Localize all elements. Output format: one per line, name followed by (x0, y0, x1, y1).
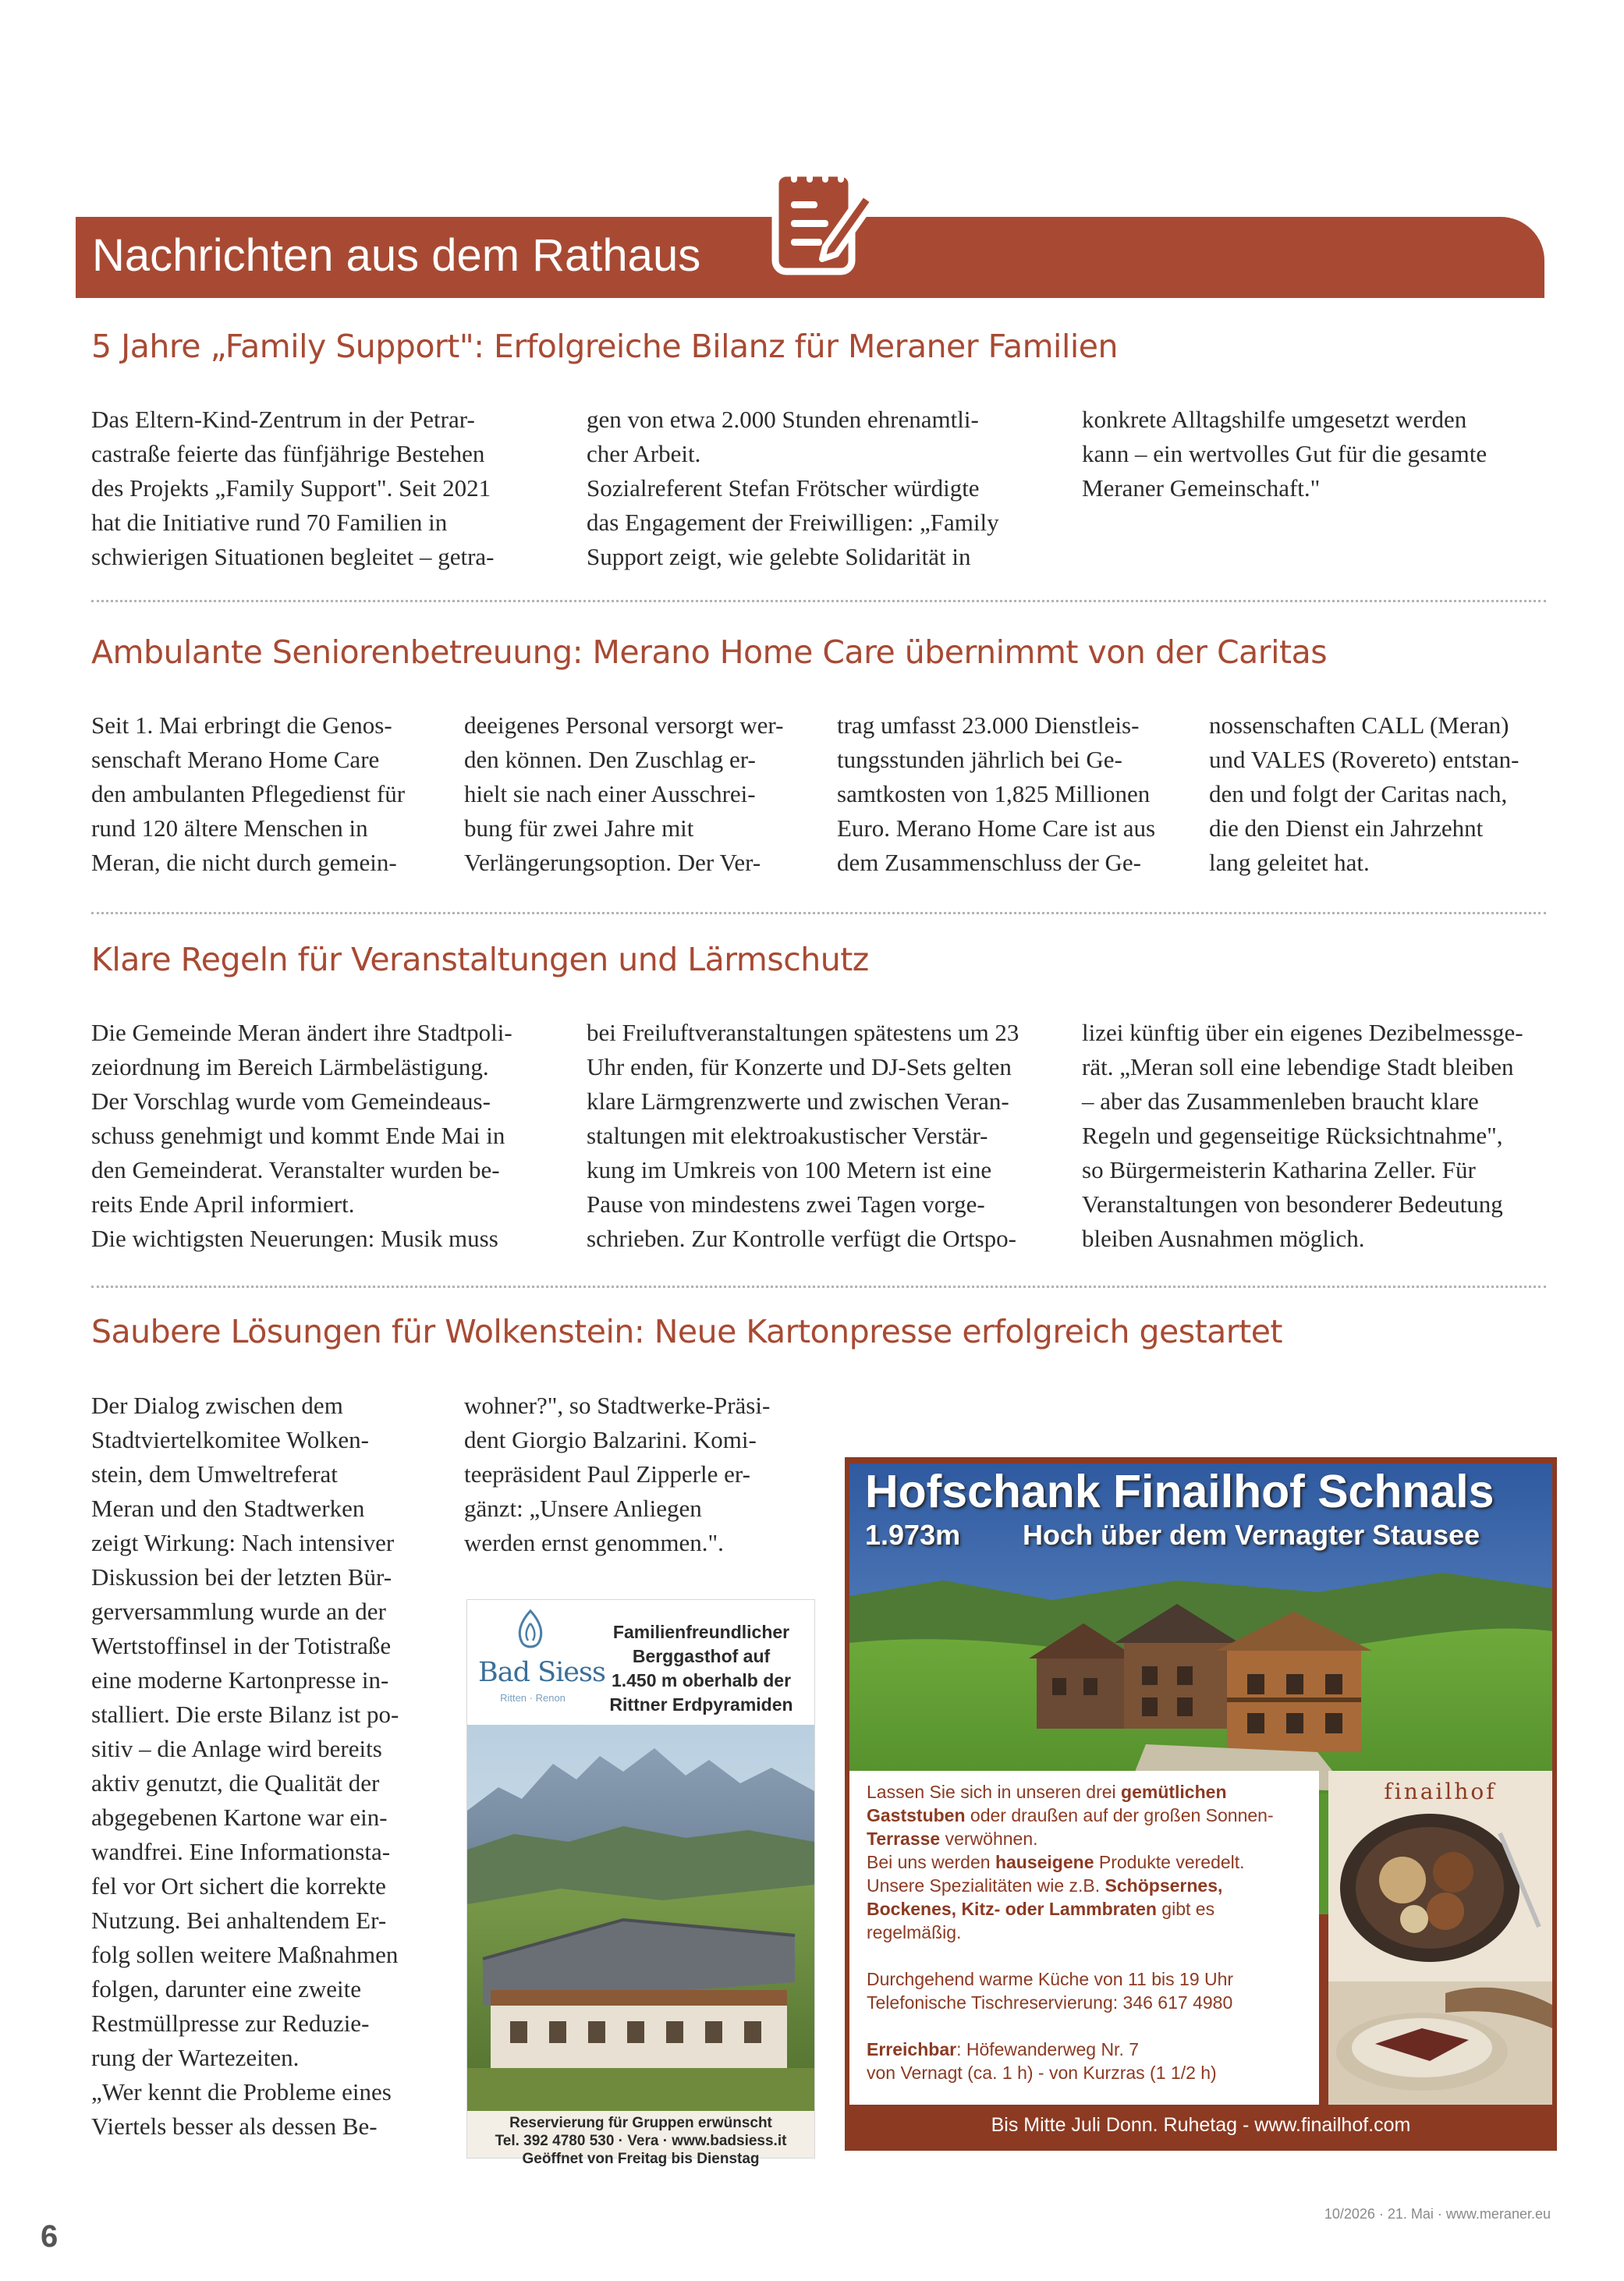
divider (91, 912, 1546, 914)
article-3-column-3: lizei künftig über ein eigenes Dezibelmessge- rät. „Meran soll eine lebendige Stadt bleiben – aber das Zusammenleben braucht klare Regeln und gegenseitige Rücksichtnahme", so Bürgermeisterin Katharina Zeller. Für Veranstaltungen von besonderer Bedeutung bleiben Ausnahmen möglich. (1082, 1019, 1523, 1252)
article-1-column-1: Das Eltern-Kind-Zentrum in der Petrar- castraße feierte das fünfjährige Bestehen des Projekts „Family Support". Seit 2021 hat die Initiative rund 70 Familien in schwierigen Situationen begleitet – getra- (91, 406, 495, 570)
article-4-column-1: Der Dialog zwischen dem Stadtviertelkomitee Wolken- stein, dem Umweltreferat Meran und den Stadtwerken zeigt Wirkung: Nach intensiver Diskussion bei der letzten Bür- gerversammlung wurde an der Wertstoffinsel in der Totistraße eine moderne Kartonpresse in- stalliert. Die erste Bilanz ist po- sitiv – die Anlage wird bereits aktiv genutzt, die Qualität der abgegebenen Kartone war ein- wandfrei. Eine Informationsta- fel vor Ort sichert die korrekte Nutzung. Bei anhaltendem Er- folg sollen weitere Maßnahmen folgen, darunter eine zweite Restmüllpresse zur Reduzie- rung der Wartezeiten. „Wer kennt die Probleme eines Viertels besser als dessen Be- (91, 1392, 399, 2140)
issue-info: 10/2026 · 21. Mai · www.meraner.eu (1324, 2206, 1551, 2222)
finailhof-food-photo (1328, 1771, 1552, 2105)
ad-badsiess (466, 1599, 815, 2167)
finailhof-title: Hofschank Finailhof Schnals (865, 1466, 1495, 1517)
article-2-column-1: Seit 1. Mai erbringt die Genos- senschaft Merano Home Care den ambulanten Pflegedienst für rund 120 ältere Menschen in Meran, die nicht durch gemein- (91, 711, 406, 876)
badsiess-headline: Familienfreundlicher Berggasthof auf 1.450 m oberhalb der Rittner Erdpyramiden (609, 1622, 793, 1715)
badsiess-logo-subtext: Ritten · Renon (500, 1692, 566, 1704)
section-title: Nachrichten aus dem Rathaus (92, 230, 701, 281)
badsiess-footer: Reservierung für Gruppen erwünscht Tel. 392 4780 530 · Vera · www.badsiess.it Geöffnet von Freitag bis Dienstag (495, 2115, 787, 2167)
badsiess-logo-text: Bad Siess (478, 1657, 605, 1688)
finailhof-footer: Bis Mitte Juli Donn. Ruhetag - www.finailhof.com (991, 2114, 1411, 2136)
finailhof-altitude: 1.973m (865, 1519, 961, 1551)
article-1-headline: 5 Jahre „Family Support": Erfolgreiche Bilanz für Meraner Familien (91, 328, 1118, 365)
finailhof-info-text: Lassen Sie sich in unseren drei gemütlichen Gaststuben oder draußen auf der großen Sonnen-Terrasse verwöhnen. Bei uns werden hauseigene Produkte veredelt. Unsere Spezialitäten wie z.B. Schöpsernes, Bockenes, Kitz- oder Lammbraten gibt es regelmäßig. Durchgehend warme Küche von 11 bis 19 Uhr Telefonische Tischreservierung: 346 617 4980 Erreichbar: Höfewanderweg Nr. 7 von Vernagt (ca. 1 h) - von Kurzras (1 1/2 h) (867, 1782, 1274, 2083)
article-2-headline: Ambulante Seniorenbetreuung: Merano Home Care übernimmt von der Caritas (91, 633, 1328, 671)
article-1-column-2: gen von etwa 2.000 Stunden ehrenamtli- cher Arbeit. Sozialreferent Stefan Frötscher würdigte das Engagement der Freiwilligen: „Family Support zeigt, wie gelebte Solidarität in (587, 406, 999, 570)
badsiess-landscape-photo (467, 1725, 814, 2111)
article-2-column-3: trag umfasst 23.000 Dienstleis- tungsstunden jährlich bei Ge- samtkosten von 1,825 Millionen Euro. Merano Home Care ist aus dem Zusammenschluss der Ge- (837, 711, 1156, 876)
article-4-column-2: wohner?", so Stadtwerke-Präsi- dent Giorgio Balzarini. Komi- teepräsident Paul Zipperle er- gänzt: „Unsere Anliegen werden ernst genommen.". (464, 1392, 771, 1556)
article-3-headline: Klare Regeln für Veranstaltungen und Lärmschutz (91, 941, 869, 978)
divider (91, 1286, 1546, 1288)
finailhof-logo: finailhof (1384, 1779, 1497, 1804)
ad-finailhof (845, 1457, 1557, 2151)
article-4-headline: Saubere Lösungen für Wolkenstein: Neue Kartonpresse erfolgreich gestartet (91, 1313, 1283, 1350)
page-number: 6 (41, 2219, 59, 2254)
article-2-column-2: deeigenes Personal versorgt wer- den können. Den Zuschlag er- hielt sie nach einer Ausschrei- bung für zwei Jahre mit Verlängerungsoption. Der Ver- (464, 711, 784, 876)
article-3-column-2: bei Freiluftveranstaltungen spätestens um 23 Uhr enden, für Konzerte und DJ-Sets gelten klare Lärmgrenzwerte und zwischen Veran- staltungen mit elektroakustischer Verstär- kung im Umkreis von 100 Metern ist eine Pause von mindestens zwei Tagen vorge- schrieben. Zur Kontrolle verfügt die Ortspo- (587, 1019, 1019, 1252)
divider (91, 600, 1546, 602)
notepad-icon (771, 162, 877, 276)
finailhof-subtitle: Hoch über dem Vernagter Stausee (1023, 1519, 1480, 1551)
article-2-column-4: nossenschaften CALL (Meran) und VALES (Rovereto) entstan- den und folgt der Caritas nach, die den Dienst ein Jahrzehnt lang geleitet hat. (1209, 711, 1519, 876)
badsiess-logo-icon (511, 1608, 550, 1656)
article-1-column-3: konkrete Alltagshilfe umgesetzt werden kann – ein wertvolles Gut für die gesamte Meraner Gemeinschaft." (1082, 406, 1487, 502)
article-3-column-1: Die Gemeinde Meran ändert ihre Stadtpoli- zeiordnung im Bereich Lärmbelästigung. Der Vorschlag wurde vom Gemeindeaus- schuss genehmigt und kommt Ende Mai in den Gemeinderat. Veranstalter wurden be- reits Ende April informiert. Die wichtigsten Neuerungen: Musik muss (91, 1019, 512, 1252)
